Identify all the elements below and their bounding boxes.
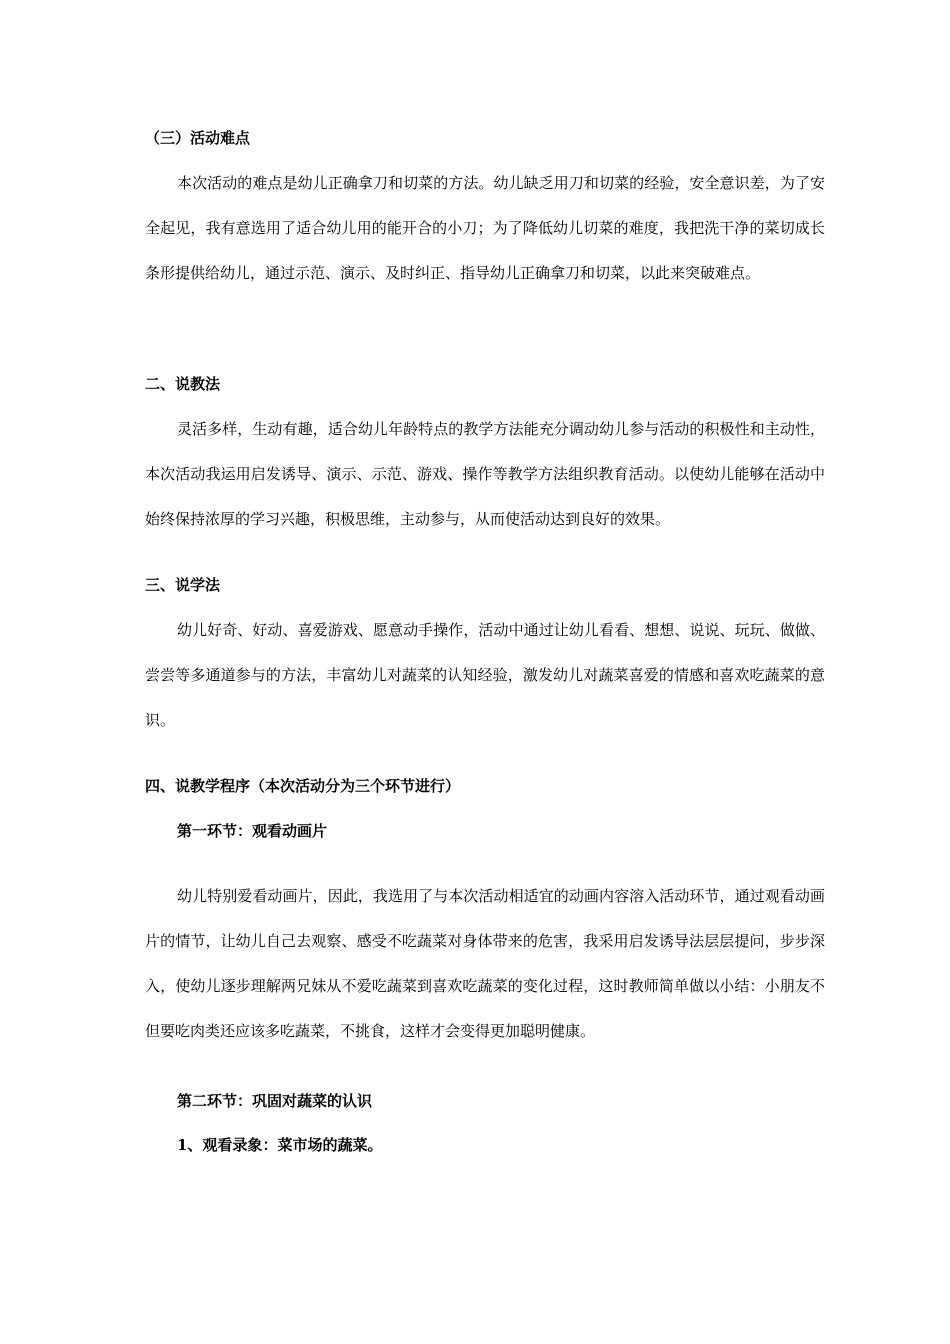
subsection-heading-stage-two: 第二环节：巩固对蔬菜的认识 — [177, 1092, 373, 1110]
paragraph-stage-one: 幼儿特别爱看动画片，因此，我选用了与本次活动相适宜的动画内容溶入活动环节，通过观看动画片的情节，让幼儿自己去观察、感受不吃蔬菜对身体带来的危害，我采用启发诱导法层层提问，步步深入，使幼儿逐步理解两兄妹从不爱吃蔬菜到喜欢吃蔬菜的变化过程，这时教师简单做以小结：小朋友不但要吃肉类还应该多吃蔬菜，不挑食，这样才会变得更加聪明健康。 — [145, 887, 825, 1040]
paragraph-learning-method: 幼儿好奇、好动、喜爱游戏、愿意动手操作，活动中通过让幼儿看看、想想、说说、玩玩、做做、尝尝等多通道参与的方法，丰富幼儿对蔬菜的认知经验，激发幼儿对蔬菜喜爱的情感和喜欢吃蔬菜的意识。 — [145, 621, 825, 729]
section-heading-difficulty: （三）活动难点 — [145, 129, 251, 147]
section-heading-teaching-method: 二、说教法 — [145, 375, 221, 393]
subsection-heading-stage-one: 第一环节：观看动画片 — [177, 822, 328, 840]
paragraph-difficulty: 本次活动的难点是幼儿正确拿刀和切菜的方法。幼儿缺乏用刀和切菜的经验，安全意识差，为了安全起见，我有意选用了适合幼儿用的能开合的小刀；为了降低幼儿切菜的难度，我把洗干净的菜切成长条形提供给幼儿，通过示范、演示、及时纠正、指导幼儿正确拿刀和切菜，以此来突破难点。 — [145, 174, 825, 282]
list-item-watch-video: 1、观看录象：菜市场的蔬菜。 — [177, 1136, 383, 1154]
section-heading-teaching-procedure: 四、说教学程序（本次活动分为三个环节进行） — [145, 777, 461, 795]
paragraph-teaching-method: 灵活多样，生动有趣，适合幼儿年龄特点的教学方法能充分调动幼儿参与活动的积极性和主动性，本次活动我运用启发诱导、演示、示范、游戏、操作等教学方法组织教育活动。以使幼儿能够在活动中始终保持浓厚的学习兴趣，积极思维，主动参与，从而使活动达到良好的效果。 — [145, 420, 825, 528]
section-heading-learning-method: 三、说学法 — [145, 576, 221, 594]
